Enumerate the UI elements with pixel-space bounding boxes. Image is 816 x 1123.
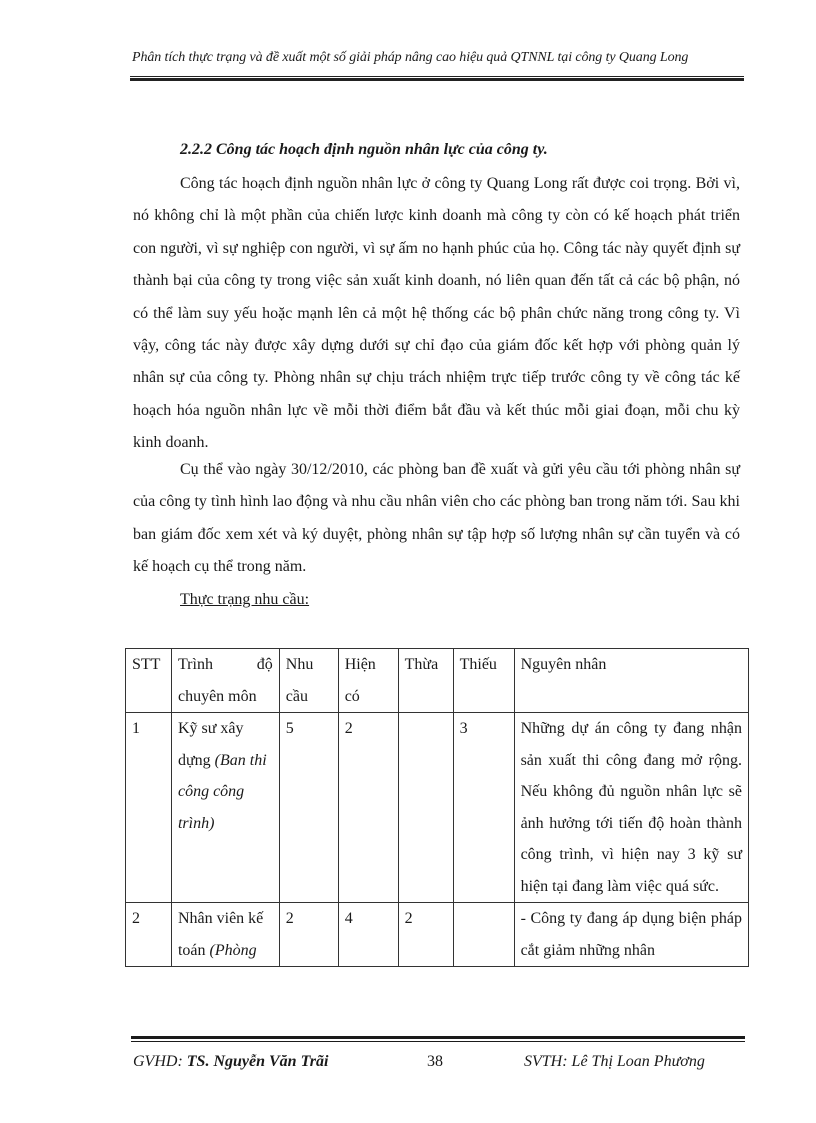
- cell-stt: 1: [126, 713, 172, 903]
- cell-trinh-do: [171, 903, 279, 967]
- header-thua: Thừa: [398, 649, 453, 713]
- cell-nhu-cau: 5: [279, 713, 338, 903]
- cell-stt: 2: [126, 903, 172, 967]
- cell-thieu: 3: [453, 713, 514, 903]
- footer-student: SVTH: Lê Thị Loan Phương: [524, 1053, 705, 1070]
- header-trinh-do: Trình độ chuyên môn: [171, 649, 279, 713]
- paragraph-2-text: Cụ thể vào ngày 30/12/2010, các phòng ban đề xuất và gửi yêu cầu tới phòng nhân sự của công ty tình hình lao động và nhu cầu nhân viên cho các phòng ban trong năm tới. Sau khi ban giám đốc xem xét và ký duyệt, phòng nhân sự tập hợp số lượng nhân sự cần tuyển và có kế hoạch cụ thể trong năm.: [133, 461, 740, 576]
- cell-thieu: [453, 903, 514, 967]
- staffing-needs-table: [125, 648, 749, 967]
- table-row: [126, 713, 749, 903]
- cell-trinh-do-note: (Ban thi công công trình): [177, 751, 267, 832]
- paragraph-1-text: Công tác hoạch định nguồn nhân lực ở công ty Quang Long rất được coi trọng. Bởi vì, nó không chỉ là một phần của chiến lược kinh doanh mà công ty còn có kế hoạch phát triển con người, vì sự nghiệp con người, vì sự ấm no hạnh phúc của họ. Công tác này quyết định sự thành bại của công ty trong việc sản xuất kinh doanh, nó liên quan đến tất cả các bộ phận, nó có thể làm suy yếu hoặc mạnh lên cả một hệ thống các bộ phân chức năng trong công ty. Vì vậy, công tác này được xây dựng dưới sự chỉ đạo của giám đốc kết hợp với phòng quản lý nhân sự của công ty. Phòng nhân sự chịu trách nhiệm trực tiếp trước công ty về công tác kế hoạch hóa nguồn nhân lực về mỗi thời điểm bắt đầu và kết thúc mỗi giai đoạn, mỗi chu kỳ kinh doanh.: [133, 175, 740, 452]
- cell-nhu-cau: 2: [279, 903, 338, 967]
- footer-supervisor-name: TS. Nguyễn Văn Trãi: [186, 1053, 329, 1070]
- footer-rule-thick: [131, 1036, 745, 1039]
- cell-hien-co: 4: [338, 903, 398, 967]
- running-header: Phân tích thực trạng và đề xuất một số giải pháp nâng cao hiệu quả QTNNL tại công ty Quang Long: [132, 50, 689, 65]
- header-nguyen-nhan: Nguyên nhân: [514, 649, 748, 713]
- table-caption: Thực trạng nhu cầu:: [180, 591, 310, 608]
- cell-trinh-do-note: (Phòng: [209, 941, 257, 959]
- cell-trinh-do: [171, 713, 279, 903]
- header-thieu: Thiếu: [453, 649, 514, 713]
- header-hien-co: Hiện có: [338, 649, 398, 713]
- cell-thua: [398, 713, 453, 903]
- table-header-row: [126, 649, 749, 713]
- paragraph-2: [133, 454, 740, 584]
- header-stt: STT: [126, 649, 172, 713]
- cell-trinh-do-text: Kỹ sư xây dựng: [177, 720, 244, 769]
- header-rule-thick: [130, 78, 744, 81]
- header-nhu-cau: Nhu cầu: [279, 649, 338, 713]
- table-row: [126, 903, 749, 967]
- footer-supervisor-label: GVHD:: [133, 1053, 183, 1070]
- cell-thua: 2: [398, 903, 453, 967]
- section-heading: 2.2.2 Công tác hoạch định nguồn nhân lực của công ty.: [180, 141, 548, 158]
- header-rule: [130, 76, 744, 77]
- paragraph-1: [133, 168, 740, 460]
- footer-supervisor: [133, 1053, 328, 1071]
- cell-trinh-do-text: Nhân viên kế toán: [177, 910, 264, 959]
- cell-hien-co: 2: [338, 713, 398, 903]
- cell-nguyen-nhan: - Công ty đang áp dụng biện pháp cắt giảm những nhân: [514, 903, 748, 967]
- page-number: 38: [427, 1053, 443, 1070]
- footer-rule: [131, 1041, 745, 1042]
- cell-nguyen-nhan: Những dự án công ty đang nhận sản xuất thi công đang mở rộng. Nếu không đủ nguồn nhân lực sẽ ảnh hưởng tới tiến độ hoàn thành công trình, vì hiện nay 3 kỹ sư hiện tại đang làm việc quá sức.: [514, 713, 748, 903]
